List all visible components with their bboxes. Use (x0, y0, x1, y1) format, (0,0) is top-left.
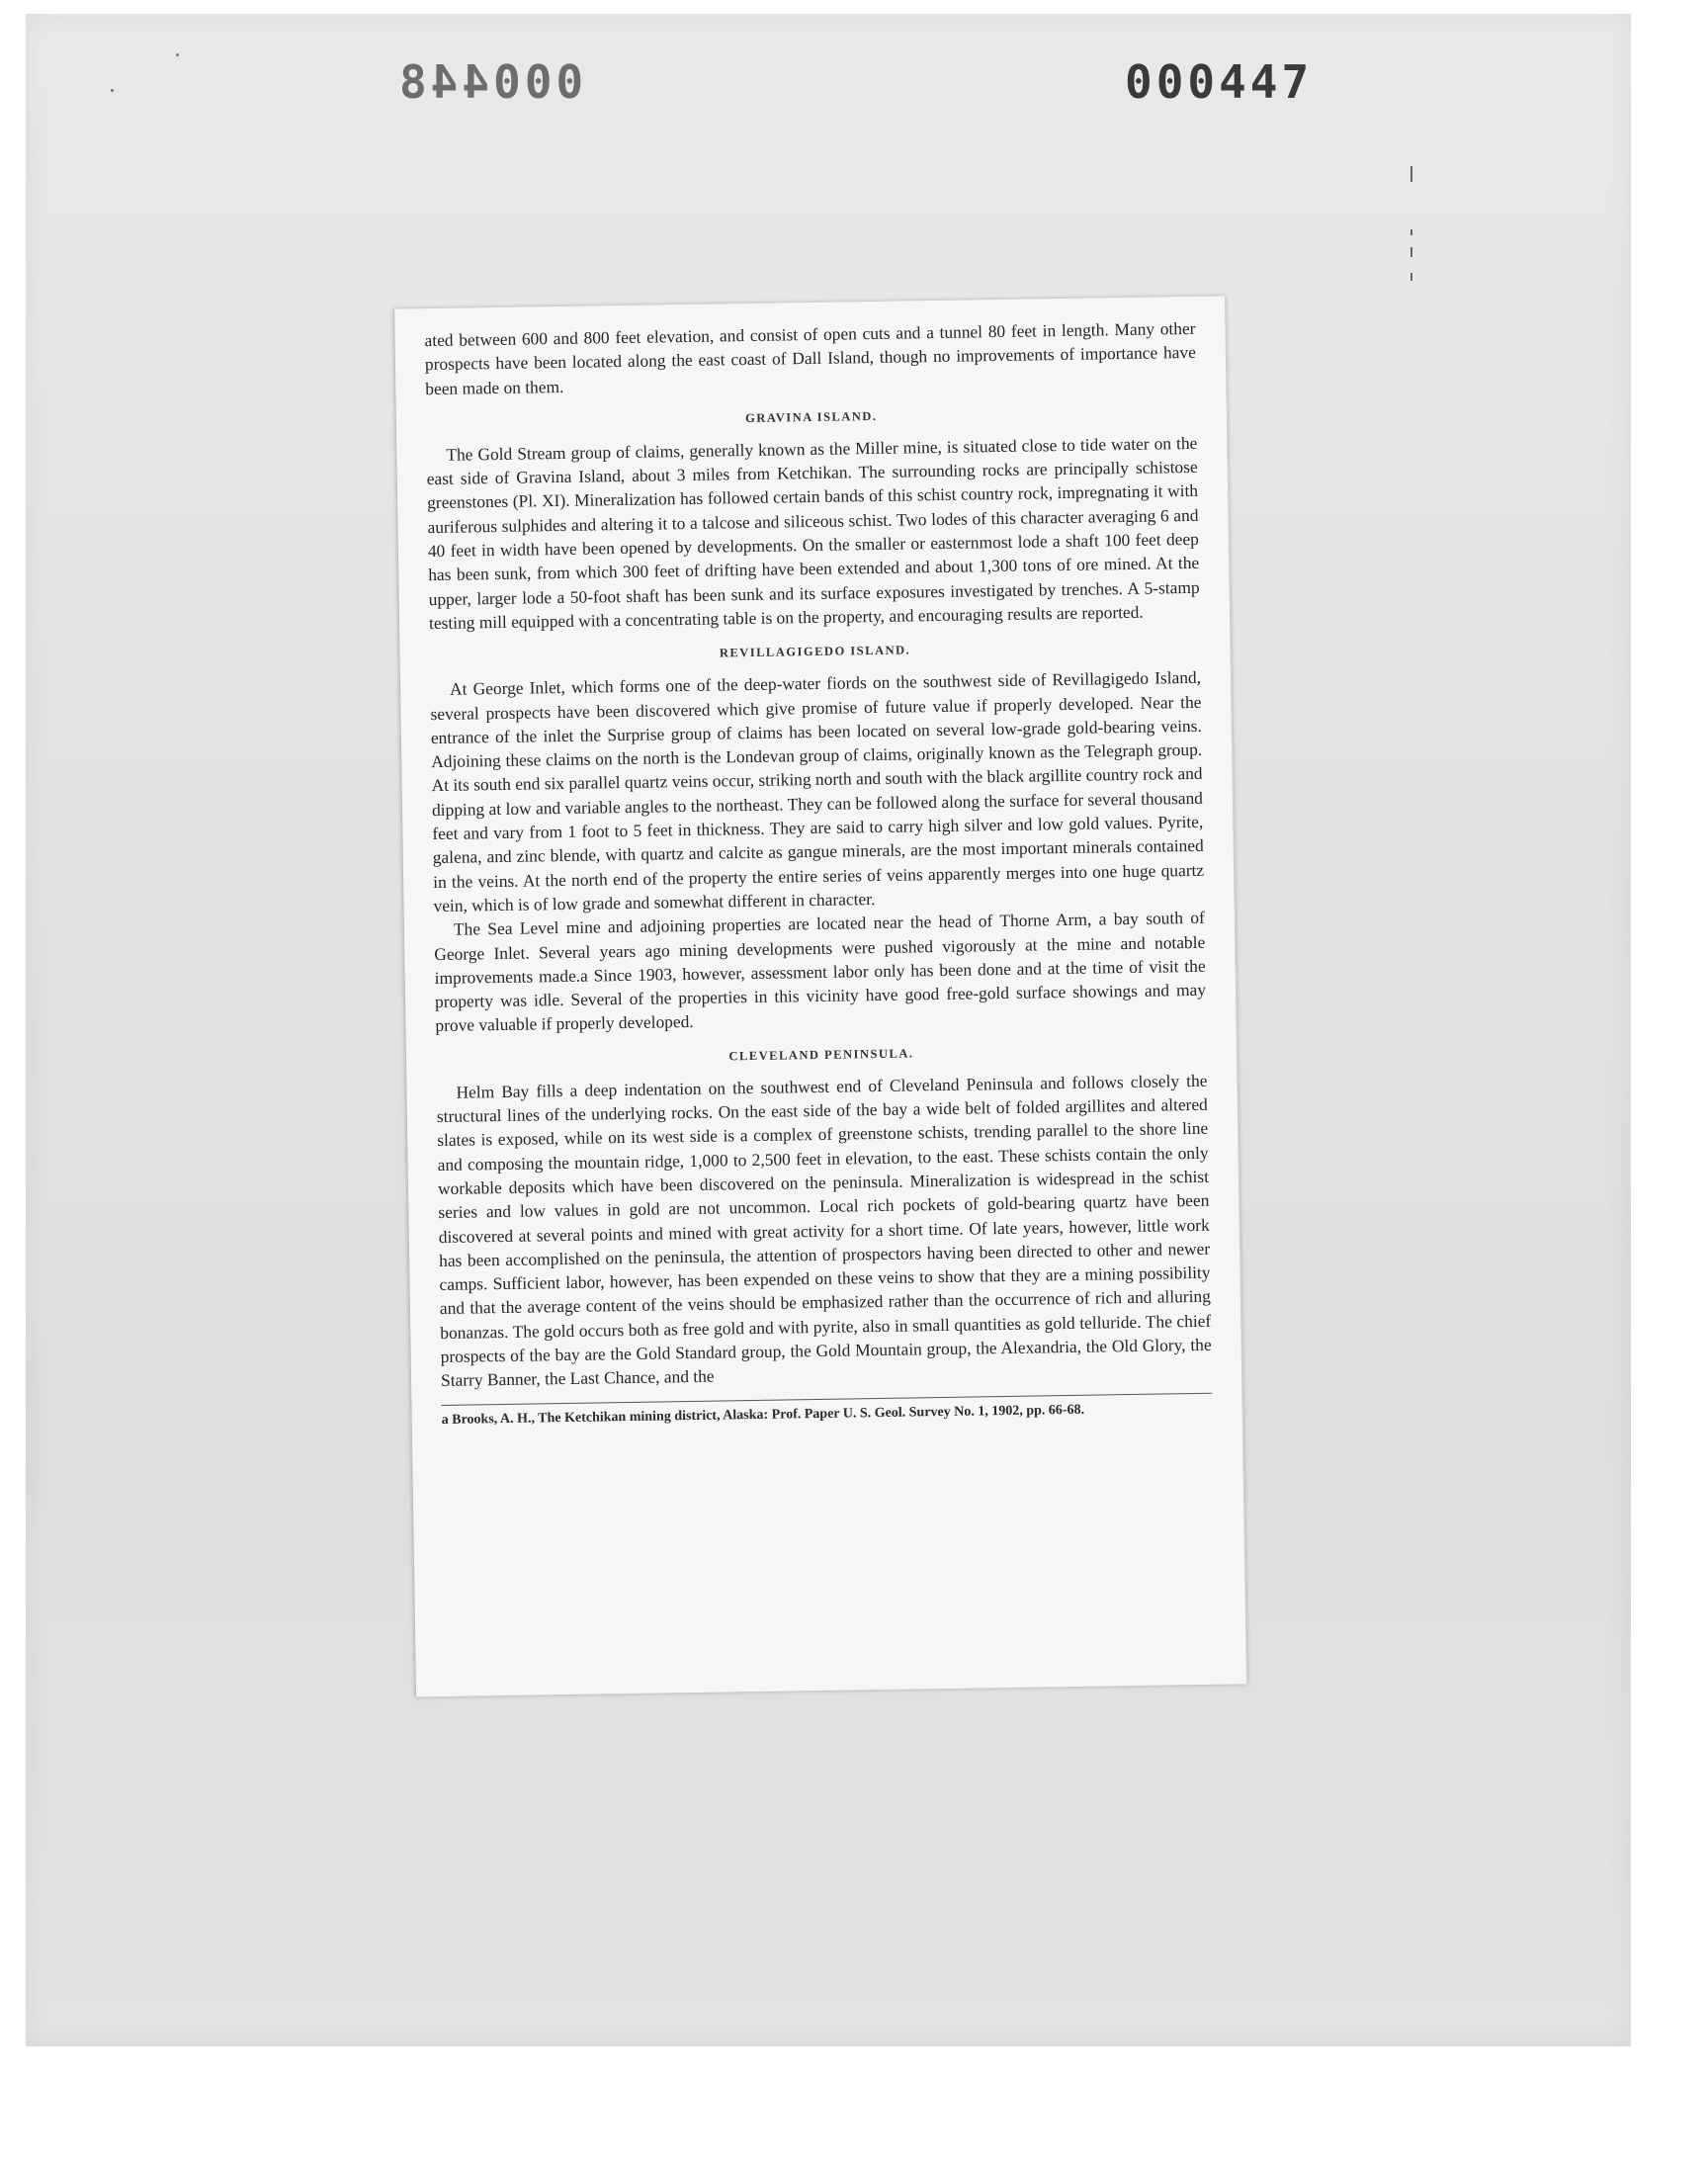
paragraph-gravina: The Gold Stream group of claims, generally known as the Miller mine, is situated close to tide water on the east side of Gravina Island, about 3 miles from Ketchikan. The surrounding rocks are principally schistose greenstones (Pl. XI). Mineralization has followed certain bands of this schist country rock, impregnating it with auriferous sulphides and altering it to a talcose and siliceous schist. Two lodes of this character averaging 6 and 40 feet in width have been opened by developments. On the smaller or easternmost lode a shaft 100 feet deep has been sunk, from which 300 feet of drifting have been extended and about 1,300 tons of ore mined. At the upper, larger lode a 50-foot shaft has been sunk and its surface exposures investigated by trenches. A 5-stamp testing mill equipped with a concentrating table is on the property, and encouraging results are reported. (426, 432, 1200, 634)
paragraph-sea-level-mine: The Sea Level mine and adjoining properties are located near the head of Thorne Arm, a bay south of George Inlet. Several years ago mining developments were pushed vigorously at the mine and notable improvements made.a Since 1903, however, assessment labor only has been done and at the time of visit the property was idle. Several of the properties in this vicinity have good free-gold surface showings and may prove valuable if properly developed. (434, 908, 1207, 1036)
scan-speck (176, 53, 179, 56)
scan-mark (1410, 247, 1412, 257)
section-heading-cleveland: CLEVELAND PENINSULA. (728, 1046, 914, 1064)
scan-mark (1410, 229, 1412, 235)
scan-mark (1410, 166, 1412, 182)
page-content (424, 316, 1212, 1430)
paragraph-helm-bay: Helm Bay fills a deep indentation on the southwest end of Cleveland Peninsula and follows closely the structural lines of the underlying rocks. On the east side of the bay a wide belt of folded argillites and altered slates is exposed, while on its west side is a complex of greenstone schists, trending parallel to the shore line and composing the mountain ridge, 1,000 to 2,500 feet in elevation, to the east. These schists contain the only workable deposits which have been discovered on the peninsula. Mineralization is widespread in the schist series and low values in gold are not uncommon. Local rich pockets of gold-bearing quartz have been discovered at several points and mined with great activity for a short time. Of late years, however, little work has been accomplished on the peninsula, the attention of prospectors having been directed to other and newer camps. Sufficient labor, however, has been expended on these veins to show that they are a mining possibility and that the average content of the veins should be emphasized rather than the occurrence of rich and alluring bonanzas. The gold occurs both as free gold and with pyrite, also in small quantities as gold telluride. The chief prospects of the bay are the Gold Standard group, the Gold Mountain group, the Alexandria, the Old Glory, the Starry Banner, the Last Chance, and the (436, 1070, 1212, 1391)
section-heading-revillagigedo: REVILLAGIGEDO ISLAND. (719, 643, 911, 660)
bates-stamp-mirrored: 000448 (395, 55, 584, 109)
paragraph-intro: ated between 600 and 800 feet elevation, and consist of open cuts and a tunnel 80 feet in length. Many other prospects have been located along the east coast of Dall Island, though no improvements of importance have been made on them. (424, 317, 1196, 398)
document-page (393, 296, 1247, 1696)
paragraph-george-inlet: At George Inlet, which forms one of the deep-water fiords on the southwest side of Revillagigedo Island, several prospects have been discovered which give promise of future value if properly developed. Near the entrance of the inlet the Surprise group of claims has been located on several low-grade gold-bearing veins. Adjoining these claims on the north is the Londevan group of claims, originally known as the Telegraph group. At its south end six parallel quartz veins occur, striking north and south with the black argillite country rock and dipping at low and variable angles to the northeast. They can be followed along the surface for several thousand feet and vary from 1 foot to 5 feet in thickness. They are said to carry high silver and low gold values. Pyrite, galena, and zinc blende, with quartz and calcite as gangue minerals, are the most important minerals contained in the veins. At the north end of the property the entire series of veins apparently merges into one huge quartz vein, which is of low grade and somewhat different in character. (430, 667, 1205, 915)
bates-stamp: 000447 (1125, 55, 1314, 109)
footnote: a Brooks, A. H., The Ketchikan mining district, Alaska: Prof. Paper U. S. Geol. Survey No. 1, 1902, pp. 66-68. (441, 1402, 1085, 1428)
scan-mark (1410, 273, 1412, 281)
scan-speck (111, 89, 114, 92)
section-heading-gravina: GRAVINA ISLAND. (744, 408, 878, 425)
